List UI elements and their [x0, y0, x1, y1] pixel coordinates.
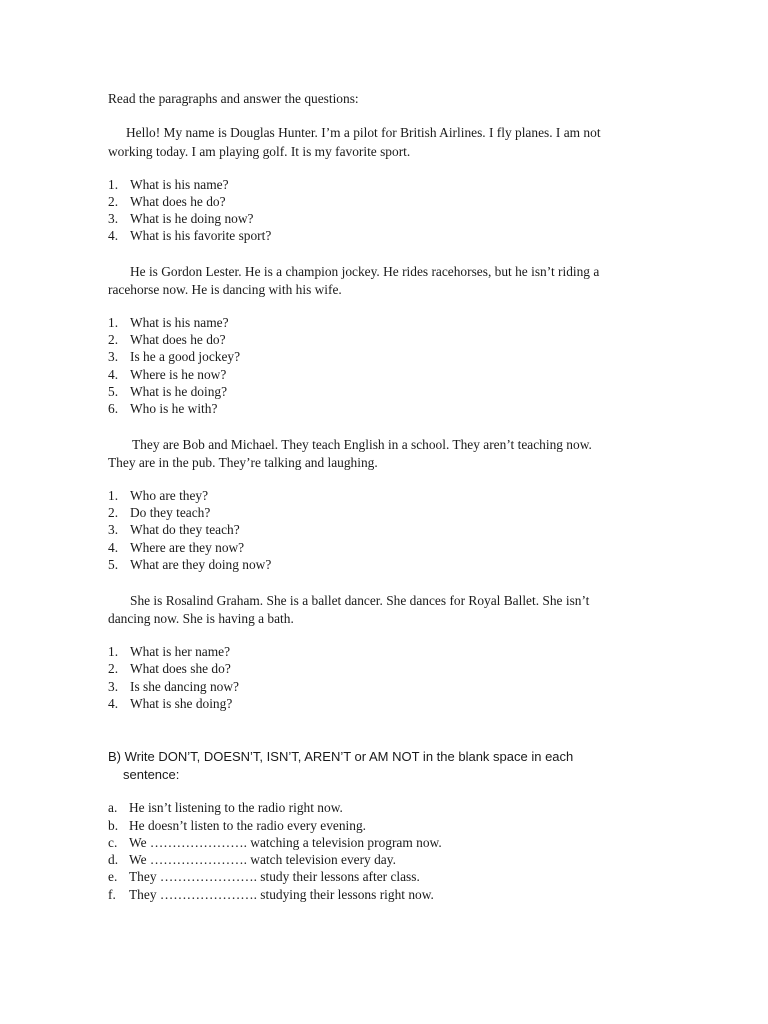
- paragraph-3-line-2: They are in the pub. They’re talking and laughing.: [108, 455, 378, 470]
- question-item: 6. Who is he with?: [108, 401, 218, 416]
- question-item: 1. Who are they?: [108, 488, 209, 503]
- question-item: 4. Where are they now?: [108, 540, 245, 555]
- paragraph-2-line-1: He is Gordon Lester. He is a champion jockey. He rides racehorses, but he isn’t riding a: [130, 264, 600, 279]
- exercise-item: e. They …………………. study their lessons after class.: [108, 869, 420, 884]
- paragraph-3-line-1: They are Bob and Michael. They teach English in a school. They aren’t teaching now.: [132, 437, 592, 452]
- question-item: 5. What is he doing?: [108, 384, 228, 399]
- instructions: Read the paragraphs and answer the questions:: [108, 91, 359, 106]
- question-item: 2. What does he do?: [108, 332, 226, 347]
- question-item: 1. What is his name?: [108, 177, 229, 192]
- question-item: 5. What are they doing now?: [108, 557, 272, 572]
- paragraph-4-line-2: dancing now. She is having a bath.: [108, 611, 294, 626]
- question-item: 4. Where is he now?: [108, 367, 227, 382]
- section-b-heading-line-2: sentence:: [123, 767, 180, 782]
- exercise-item: f. They …………………. studying their lessons right now.: [108, 887, 434, 902]
- exercise-item: b. He doesn’t listen to the radio every evening.: [108, 818, 366, 833]
- question-item: 3. What do they teach?: [108, 522, 240, 537]
- exercise-item: d. We …………………. watch television every day.: [108, 852, 396, 867]
- paragraph-1-line-2: working today. I am playing golf. It is my favorite sport.: [108, 144, 411, 159]
- question-item: 3. What is he doing now?: [108, 211, 254, 226]
- question-item: 2. What does he do?: [108, 194, 226, 209]
- question-item: 3. Is he a good jockey?: [108, 349, 241, 364]
- exercise-item: c. We …………………. watching a television program now.: [108, 835, 442, 850]
- question-item: 2. Do they teach?: [108, 505, 211, 520]
- paragraph-2-line-2: racehorse now. He is dancing with his wife.: [108, 282, 342, 297]
- paragraph-4-line-1: She is Rosalind Graham. She is a ballet dancer. She dances for Royal Ballet. She isn’t: [130, 593, 590, 608]
- question-item: 2. What does she do?: [108, 661, 231, 676]
- section-b-heading-line-1: B) Write DON’T, DOESN’T, ISN’T, AREN’T or AM NOT in the blank space in each: [108, 749, 574, 764]
- question-item: 1. What is her name?: [108, 644, 231, 659]
- question-item: 1. What is his name?: [108, 315, 229, 330]
- question-item: 4. What is his favorite sport?: [108, 228, 272, 243]
- question-item: 3. Is she dancing now?: [108, 679, 239, 694]
- paragraph-1-line-1: Hello! My name is Douglas Hunter. I’m a pilot for British Airlines. I fly planes. I am not: [126, 125, 601, 140]
- question-item: 4. What is she doing?: [108, 696, 233, 711]
- exercise-item: a. He isn’t listening to the radio right now.: [108, 800, 343, 815]
